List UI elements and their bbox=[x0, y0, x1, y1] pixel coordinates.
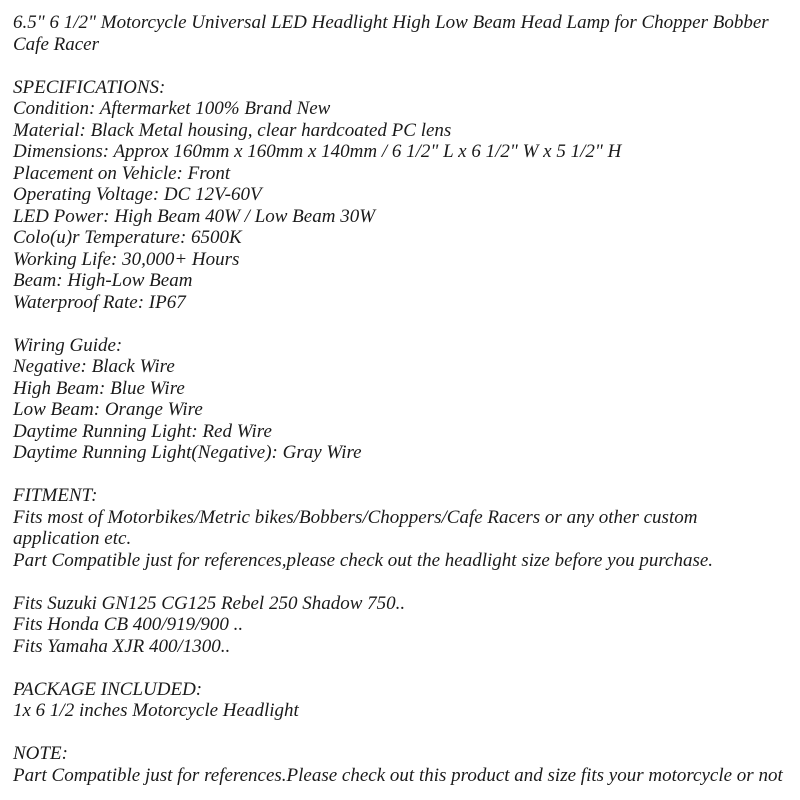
text-line: Fits Suzuki GN125 CG125 Rebel 250 Shadow 750.. bbox=[13, 592, 406, 614]
compatible-models-section bbox=[13, 593, 787, 658]
package-included-section bbox=[13, 679, 787, 722]
title-section bbox=[13, 12, 787, 55]
wiring-guide-heading: Wiring Guide: bbox=[13, 334, 123, 356]
product-title: 6.5" 6 1/2" Motorcycle Universal LED Headlight High Low Beam Head Lamp for Chopper Bobber Cafe Racer bbox=[13, 12, 769, 55]
text-line: Placement on Vehicle: Front bbox=[13, 162, 231, 184]
text-line: Fits Yamaha XJR 400/1300.. bbox=[13, 635, 231, 657]
text-line: Beam: High-Low Beam bbox=[13, 270, 193, 291]
text-line: Waterproof Rate: IP67 bbox=[13, 291, 186, 313]
fitment-lines bbox=[13, 507, 787, 572]
text-line: Part Compatible just for references.Please check out this product and size fits your motorcycle or not bbox=[13, 764, 783, 786]
compatible-models-lines bbox=[13, 593, 787, 658]
wiring-guide-lines bbox=[13, 356, 787, 464]
specifications-section bbox=[13, 77, 787, 314]
text-line: Daytime Running Light: Red Wire bbox=[13, 420, 272, 442]
text-line: Low Beam: Orange Wire bbox=[13, 399, 203, 420]
wiring-guide-section bbox=[13, 335, 787, 464]
text-line: High Beam: Blue Wire bbox=[13, 377, 185, 399]
text-line: Part Compatible just for references,please check out the headlight size before you purchase. bbox=[13, 549, 714, 571]
fitment-section bbox=[13, 485, 787, 571]
fitment-heading: FITMENT: bbox=[13, 485, 98, 506]
package-included-heading: PACKAGE INCLUDED: bbox=[13, 678, 203, 700]
text-line: Fits Honda CB 400/919/900 .. bbox=[13, 614, 244, 635]
note-section bbox=[13, 743, 787, 786]
text-line: Working Life: 30,000+ Hours bbox=[13, 248, 240, 270]
text-line: Colo(u)r Temperature: 6500K bbox=[13, 227, 242, 248]
package-included-lines bbox=[13, 700, 787, 722]
text-line: 1x 6 1/2 inches Motorcycle Headlight bbox=[13, 700, 299, 721]
specifications-heading: SPECIFICATIONS: bbox=[13, 76, 166, 98]
text-line: Dimensions: Approx 160mm x 160mm x 140mm / 6 1/2" L x 6 1/2" W x 5 1/2" H bbox=[13, 141, 622, 162]
text-line: LED Power: High Beam 40W / Low Beam 30W bbox=[13, 205, 376, 227]
text-line: Daytime Running Light(Negative): Gray Wire bbox=[13, 442, 362, 463]
text-line: Condition: Aftermarket 100% Brand New bbox=[13, 98, 331, 119]
note-heading: NOTE: bbox=[13, 743, 68, 764]
text-line: Material: Black Metal housing, clear hardcoated PC lens bbox=[13, 119, 452, 141]
note-lines bbox=[13, 765, 787, 787]
text-line: Negative: Black Wire bbox=[13, 356, 175, 377]
text-line: Operating Voltage: DC 12V-60V bbox=[13, 184, 262, 205]
specifications-lines bbox=[13, 98, 787, 313]
text-line: Fits most of Motorbikes/Metric bikes/Bobbers/Choppers/Cafe Racers or any other custom application etc. bbox=[13, 506, 698, 549]
